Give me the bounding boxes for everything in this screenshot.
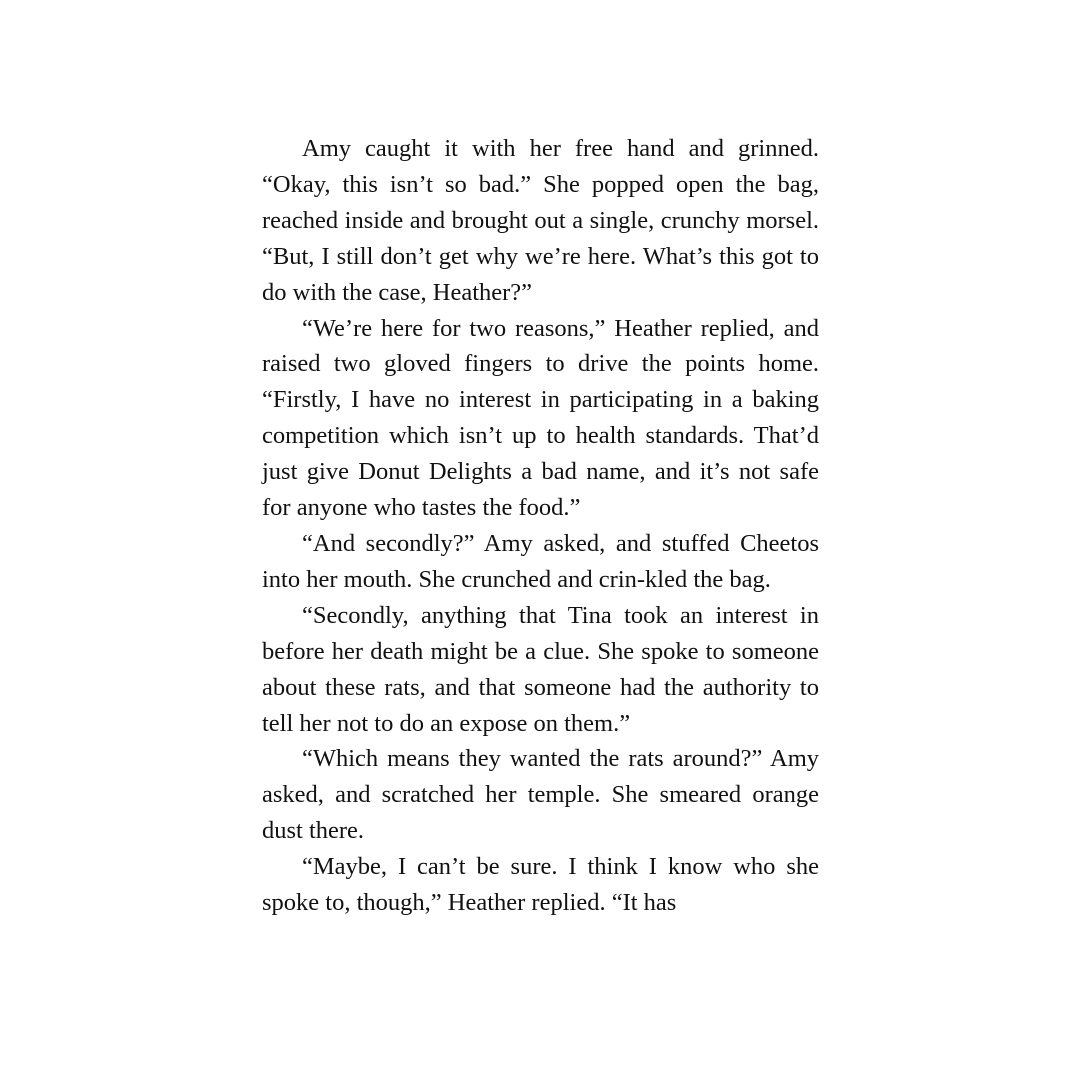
paragraph-2: “We’re here for two reasons,” Heather replied, and raised two gloved fingers to drive the points home. “Firstly, I have no interest in participating in a baking competition which isn’t up to health standards. That’d just give Donut Delights a bad name, and it’s not safe for anyone who tastes the food.” (262, 314, 819, 522)
paragraph-6: “Maybe, I can’t be sure. I think I know who she spoke to, though,” Heather replied. “It has (262, 853, 819, 917)
book-page-text (262, 131, 819, 921)
paragraph-3: “And secondly?” Amy asked, and stuffed Cheetos into her mouth. She crunched and crin-kled the bag. (262, 529, 819, 593)
paragraph-5: “Which means they wanted the rats around?” Amy asked, and scratched her temple. She smeared orange dust there. (262, 745, 819, 845)
paragraph-1: Amy caught it with her free hand and grinned. “Okay, this isn’t so bad.” She popped open the bag, reached inside and brought out a single, crunchy morsel. “But, I still don’t get why we’re here. What’s this got to do with the case, Heather?” (262, 135, 819, 306)
paragraph-4: “Secondly, anything that Tina took an interest in before her death might be a clue. She spoke to someone about these rats, and that someone had the authority to tell her not to do an expose on them.” (262, 601, 819, 737)
